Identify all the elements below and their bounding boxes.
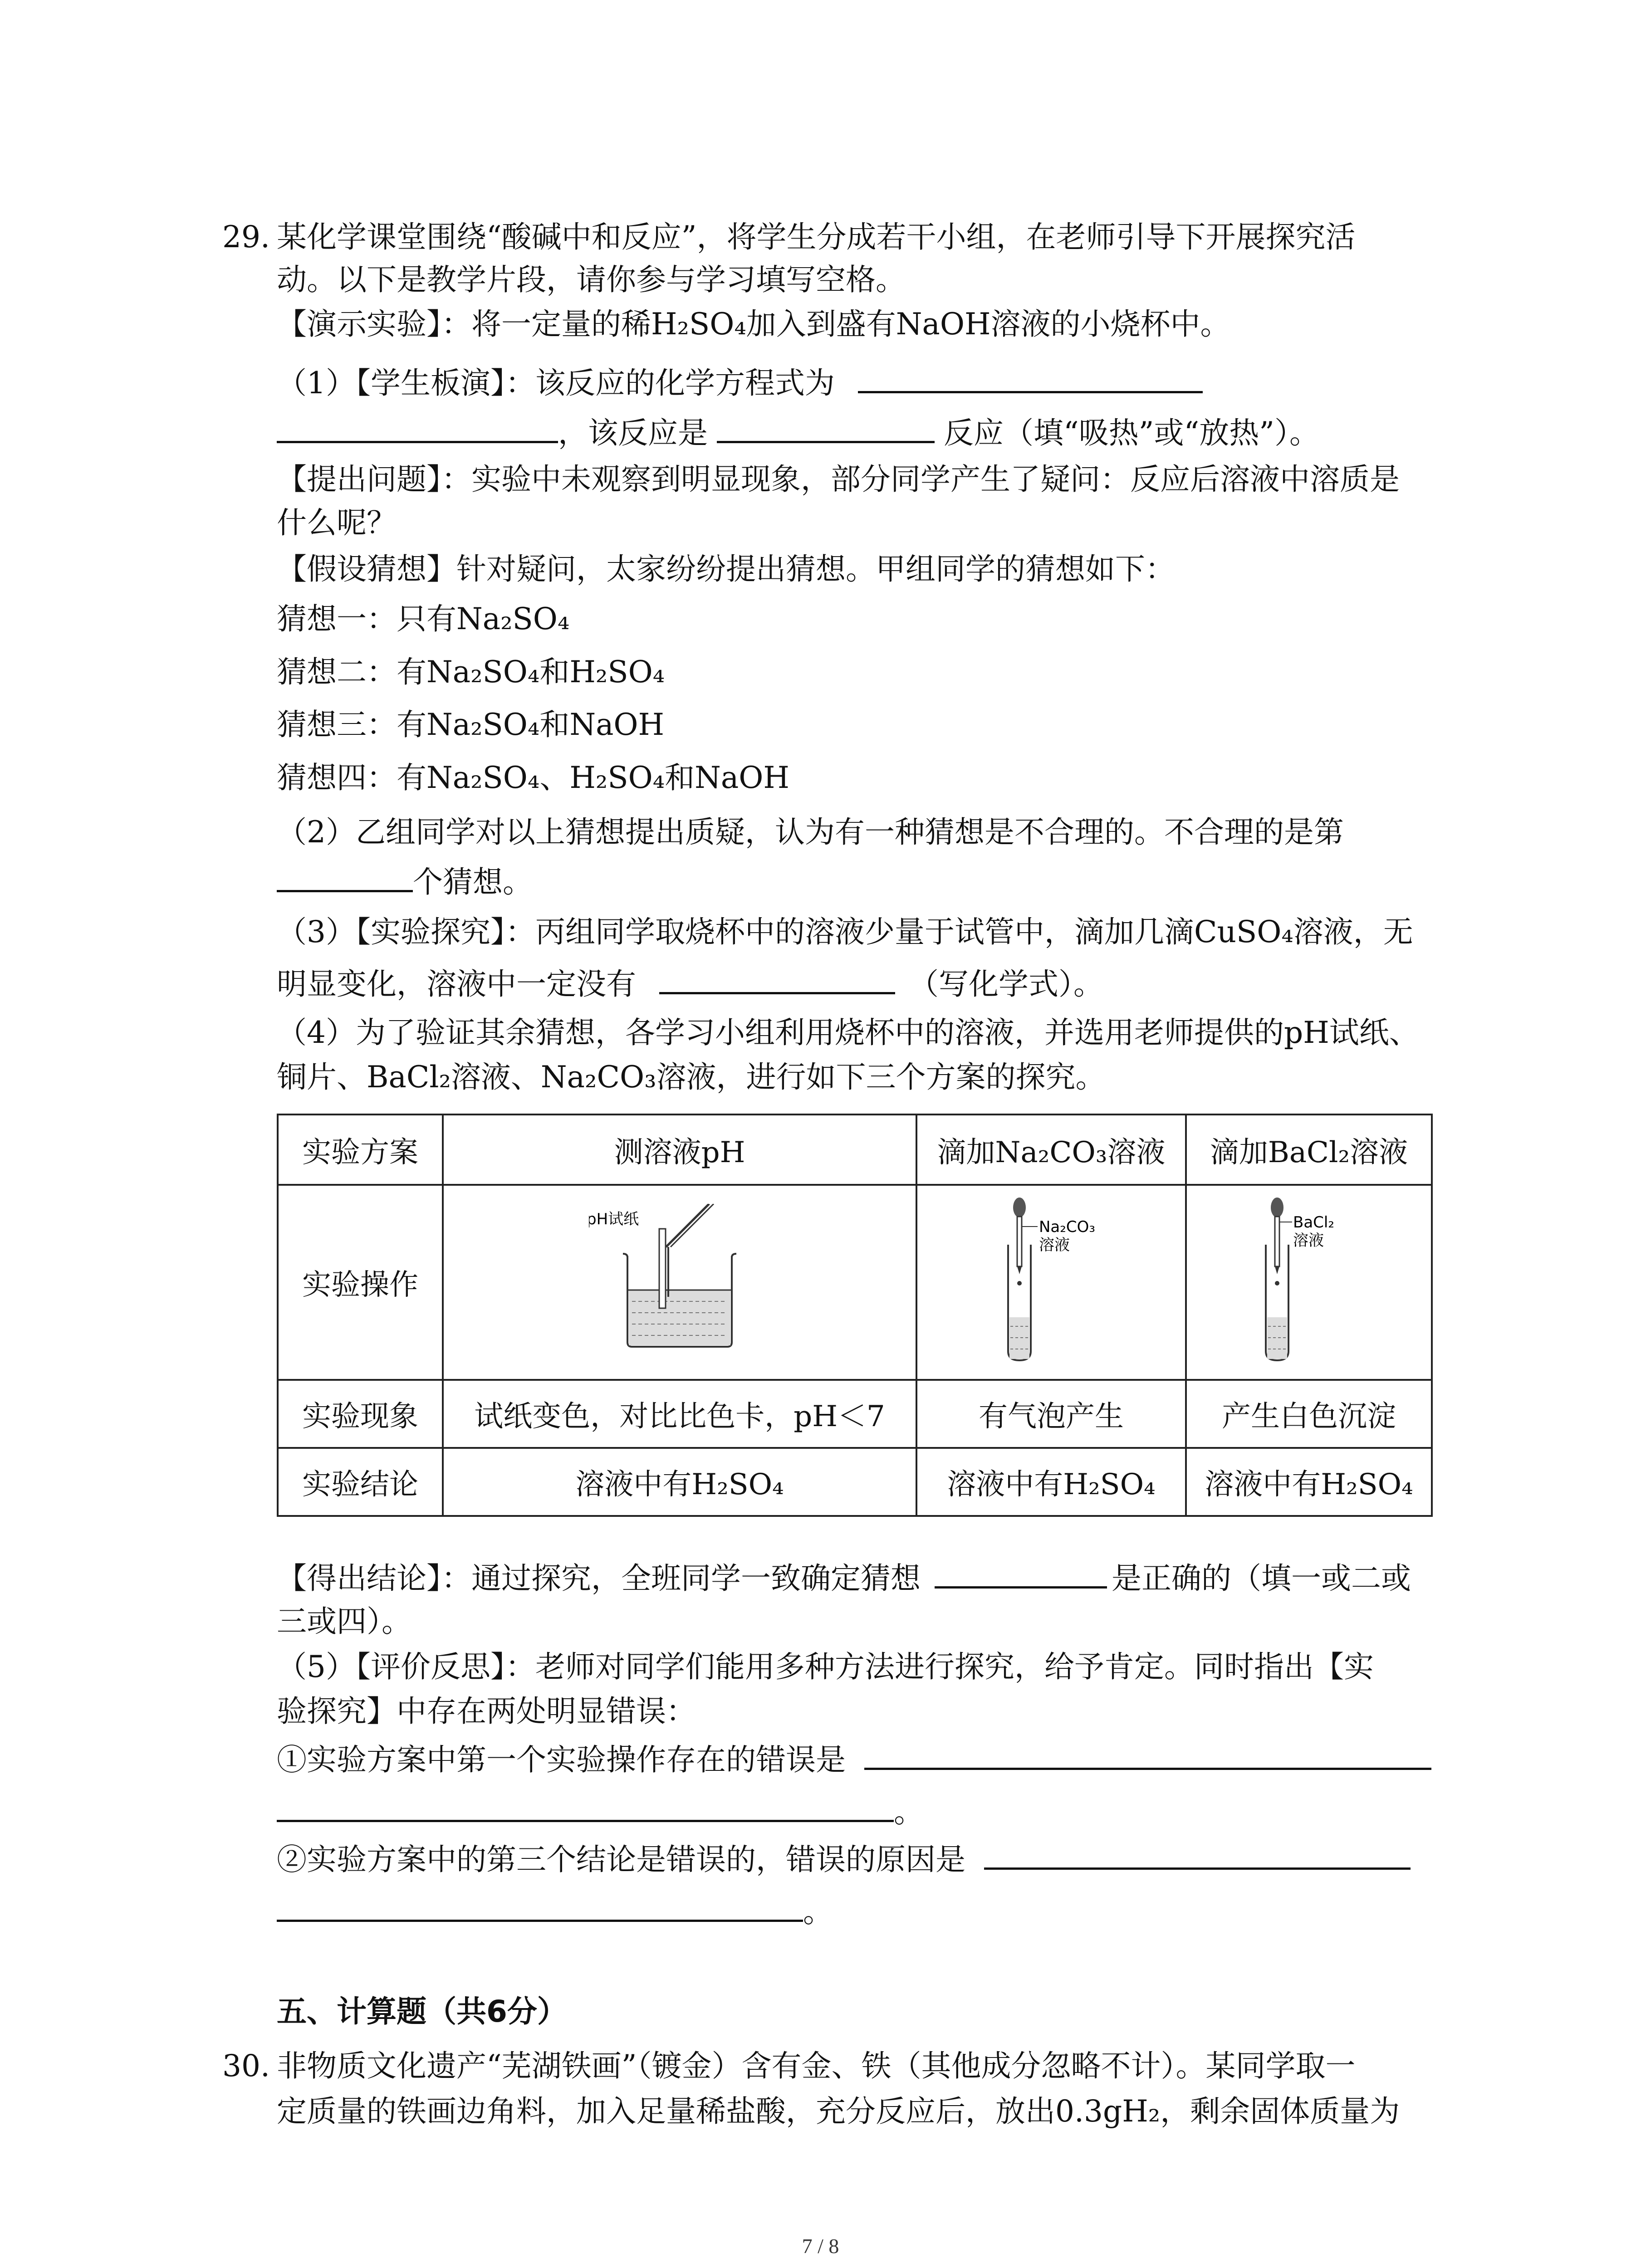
plan-ph: 测溶液pH — [443, 1114, 916, 1185]
experiment-table — [277, 1114, 1433, 1517]
section-5-title: 五、计算题（共6分） — [277, 1994, 567, 2029]
error-2-line-1 — [277, 1839, 1411, 1880]
q29-intro-line-1: 某化学课堂围绕“酸碱中和反应”，将学生分成若干小组，在老师引导下开展探究活 — [277, 220, 1356, 254]
q30-number: 30. — [222, 2048, 270, 2083]
conclusion-hint: 是正确的（填一或二或 — [1111, 1561, 1411, 1596]
equation-blank[interactable] — [858, 364, 1203, 393]
error-1-blank-continued[interactable] — [277, 1793, 894, 1822]
na2co3-label: Na₂CO₃ — [1039, 1218, 1096, 1236]
phenomenon-ph: 试纸变色，对比比色卡，pH＜7 — [443, 1380, 916, 1448]
beaker-ph-paper-figure — [589, 1204, 770, 1354]
error-2-blank[interactable] — [984, 1840, 1411, 1870]
formula-blank[interactable] — [659, 965, 895, 994]
plan-na2co3: 滴加Na₂CO₃溶液 — [916, 1114, 1186, 1185]
error-1-line-2 — [277, 1792, 924, 1833]
na2co3-solution-label: 溶液 — [1039, 1236, 1070, 1254]
part-1-reaction-type-hint: 反应（填“吸热”或“放热”）。 — [944, 415, 1319, 450]
equation-blank-continued[interactable] — [277, 414, 558, 443]
conclusion-bacl2: 溶液中有H₂SO₄ — [1186, 1448, 1432, 1516]
conclusion-line-1 — [277, 1558, 1411, 1599]
reaction-type-blank[interactable] — [717, 414, 935, 443]
part-1-line-1 — [277, 363, 1203, 404]
correct-guess-blank[interactable] — [935, 1559, 1107, 1589]
row-label-operation: 实验操作 — [278, 1185, 443, 1380]
bacl2-label: BaCl₂ — [1293, 1213, 1334, 1232]
table-row-plan — [278, 1114, 1432, 1185]
guess-1: 猜想一：只有Na₂SO₄ — [277, 601, 570, 636]
conclusion-prompt: 【得出结论】：通过探究，全班同学一致确定猜想 — [277, 1561, 921, 1596]
table-row-operation — [278, 1185, 1432, 1380]
q29-number: 29. — [222, 220, 270, 254]
plan-bacl2: 滴加BaCl₂溶液 — [1186, 1114, 1432, 1185]
error-2-prompt: ②实验方案中的第三个结论是错误的，错误的原因是 — [277, 1842, 965, 1877]
ph-paper-label: pH试纸 — [589, 1210, 639, 1228]
error-1-period: 。 — [894, 1794, 924, 1829]
guess-2: 猜想二：有Na₂SO₄和H₂SO₄ — [277, 655, 665, 689]
hypothesis-intro: 【假设猜想】针对疑问，太家纷纷提出猜想。甲组同学的猜想如下： — [277, 552, 1175, 587]
operation-na2co3-figure — [916, 1185, 1186, 1380]
row-label-plan: 实验方案 — [278, 1114, 443, 1185]
part-2-line-1: （2）乙组同学对以上猜想提出质疑，认为有一种猜想是不合理的。不合理的是第 — [277, 815, 1344, 850]
part-5-line-1: （5）【评价反思】：老师对同学们能用多种方法进行探究，给予肯定。同时指出【实 — [277, 1649, 1374, 1684]
error-1-blank[interactable] — [864, 1740, 1431, 1770]
unreasonable-guess-blank[interactable] — [277, 863, 413, 892]
row-label-conclusion: 实验结论 — [278, 1448, 443, 1516]
table-row-phenomenon — [278, 1380, 1432, 1448]
operation-bacl2-figure — [1186, 1185, 1432, 1380]
conclusion-na2co3: 溶液中有H₂SO₄ — [916, 1448, 1186, 1516]
test-tube-bacl2-figure — [1234, 1195, 1384, 1363]
part-3-line-1: （3）【实验探究】：丙组同学取烧杯中的溶液少量于试管中，滴加几滴CuSO₄溶液，无 — [277, 914, 1413, 949]
guess-3: 猜想三：有Na₂SO₄和NaOH — [277, 707, 665, 742]
error-1-prompt: ①实验方案中第一个实验操作存在的错误是 — [277, 1742, 846, 1777]
operation-ph-figure — [443, 1185, 916, 1380]
row-label-phenomenon: 实验现象 — [278, 1380, 443, 1448]
part-1-reaction-type-prompt: ，该反应是 — [558, 415, 708, 450]
phenomenon-bacl2: 产生白色沉淀 — [1186, 1380, 1432, 1448]
demo-experiment: 【演示实验】：将一定量的稀H₂SO₄加入到盛有NaOH溶液的小烧杯中。 — [277, 307, 1230, 342]
q30-line-1: 非物质文化遗产“芜湖铁画”（镀金）含有金、铁（其他成分忽略不计）。某同学取一 — [277, 2048, 1356, 2083]
error-2-line-2 — [277, 1892, 833, 1932]
table-row-conclusion — [278, 1448, 1432, 1516]
part-5-line-2: 验探究】中存在两处明显错误： — [277, 1694, 696, 1729]
part-3-prompt: 明显变化，溶液中一定没有 — [277, 967, 636, 1002]
part-3-line-2 — [277, 964, 1103, 1005]
q29-intro-line-2: 动。以下是教学片段，请你参与学习填写空格。 — [277, 262, 906, 297]
question-line-1: 【提出问题】：实验中未观察到明显现象，部分同学产生了疑问：反应后溶液中溶质是 — [277, 462, 1400, 497]
conclusion-ph: 溶液中有H₂SO₄ — [443, 1448, 916, 1516]
phenomenon-na2co3: 有气泡产生 — [916, 1380, 1186, 1448]
part-1-line-2 — [277, 413, 1319, 454]
part-4-line-2: 铜片、BaCl₂溶液、Na₂CO₃溶液，进行如下三个方案的探究。 — [277, 1060, 1106, 1095]
test-tube-na2co3-figure — [976, 1195, 1126, 1363]
error-2-blank-continued[interactable] — [277, 1892, 803, 1922]
part-2-suffix: 个猜想。 — [413, 865, 533, 899]
conclusion-line-2: 三或四）。 — [277, 1604, 411, 1639]
part-4-line-1: （4）为了验证其余猜想，各学习小组利用烧杯中的溶液，并选用老师提供的pH试纸、 — [277, 1015, 1419, 1050]
error-1-line-1 — [277, 1740, 1431, 1780]
q30-line-2: 定质量的铁画边角料，加入足量稀盐酸，充分反应后，放出0.3gH₂，剩余固体质量为 — [277, 2094, 1400, 2129]
bacl2-solution-label: 溶液 — [1293, 1232, 1324, 1250]
guess-4: 猜想四：有Na₂SO₄、H₂SO₄和NaOH — [277, 760, 789, 795]
error-2-period: 。 — [803, 1894, 833, 1929]
part-1-prompt: （1）【学生板演】：该反应的化学方程式为 — [277, 366, 835, 401]
part-3-hint: （写化学式）。 — [908, 967, 1103, 1002]
page-number: 7 / 8 — [802, 2234, 839, 2258]
question-line-2: 什么呢？ — [277, 505, 397, 540]
part-2-line-2 — [277, 862, 533, 903]
